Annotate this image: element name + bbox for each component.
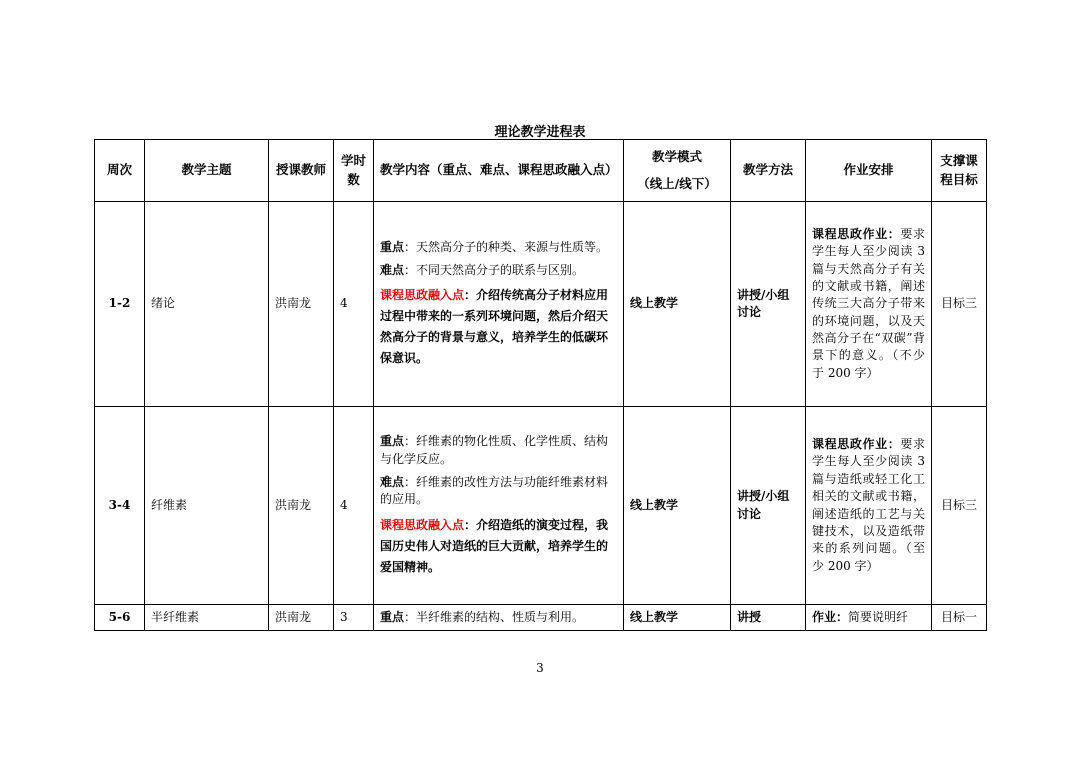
header-mode bbox=[624, 140, 731, 202]
page-number: 3 bbox=[536, 661, 544, 675]
cell-mode: 线上教学 bbox=[624, 202, 731, 407]
cell-content: 重点：半纤维素的结构、性质与利用。 bbox=[374, 605, 624, 631]
cell-hours: 4 bbox=[334, 202, 374, 407]
cell-method: 讲授/小组讨论 bbox=[731, 407, 806, 605]
cell-teacher: 洪南龙 bbox=[269, 605, 334, 631]
cell-mode: 线上教学 bbox=[624, 407, 731, 605]
key-point: 重点：纤维素的物化性质、化学性质、结构与化学反应。 bbox=[380, 434, 609, 466]
header-teacher: 授课教师 bbox=[269, 140, 334, 202]
cell-goal: 目标三 bbox=[932, 407, 987, 605]
cell-week: 1-2 bbox=[95, 202, 145, 407]
cell-hours: 3 bbox=[334, 605, 374, 631]
cell-homework: 课程思政作业：要求学生每人至少阅读 3 篇与造纸或轻工化工相关的文献或书籍，阐述造纸的工艺与关键技术，以及造纸带来的系列问题。（至少 200 字） bbox=[806, 407, 932, 605]
header-mode-line1: 教学模式 bbox=[651, 149, 702, 165]
teaching-schedule-table bbox=[94, 139, 987, 631]
header-method: 教学方法 bbox=[731, 140, 806, 202]
difficult-point: 难点：纤维素的改性方法与功能纤维素材料的应用。 bbox=[380, 475, 609, 507]
difficult-point: 难点：不同天然高分子的联系与区别。 bbox=[380, 263, 585, 277]
header-content: 教学内容（重点、难点、课程思政融入点） bbox=[374, 140, 624, 202]
header-homework: 作业安排 bbox=[806, 140, 932, 202]
cell-week: 5-6 bbox=[95, 605, 145, 631]
key-point: 重点：天然高分子的种类、来源与性质等。 bbox=[380, 239, 609, 254]
header-week: 周次 bbox=[95, 140, 145, 202]
cell-method: 讲授/小组讨论 bbox=[731, 202, 806, 407]
cell-goal: 目标三 bbox=[932, 202, 987, 407]
cell-teacher: 洪南龙 bbox=[269, 202, 334, 407]
header-hours: 学时数 bbox=[334, 140, 374, 202]
cell-hours: 4 bbox=[334, 407, 374, 605]
cell-method: 讲授 bbox=[731, 605, 806, 631]
cell-topic: 绪论 bbox=[145, 202, 269, 407]
header-topic: 教学主题 bbox=[145, 140, 269, 202]
cell-topic: 纤维素 bbox=[145, 407, 269, 605]
header-goal: 支撑课程目标 bbox=[932, 140, 987, 202]
cell-content bbox=[374, 202, 624, 407]
table-row bbox=[95, 202, 987, 407]
cell-mode: 线上教学 bbox=[624, 605, 731, 631]
cell-goal: 目标一 bbox=[932, 605, 987, 631]
table-row bbox=[95, 605, 987, 631]
cell-homework: 课程思政作业：要求学生每人至少阅读 3 篇与天然高分子有关的文献或书籍，阐述传统三大高分子带来的环境问题，以及天然高分子在“双碳”背景下的意义。（不少于 200 字） bbox=[806, 202, 932, 407]
cell-homework: 作业：简要说明纤 bbox=[806, 605, 932, 631]
cell-topic: 半纤维素 bbox=[145, 605, 269, 631]
cell-week: 3-4 bbox=[95, 407, 145, 605]
cell-content bbox=[374, 407, 624, 605]
table-title: 理论教学进程表 bbox=[494, 125, 586, 140]
ideology-point: 课程思政融入点：介绍造纸的演变过程，我国历史伟人对造纸的巨大贡献，培养学生的爱国精神。 bbox=[380, 517, 609, 574]
table-row bbox=[95, 407, 987, 605]
cell-teacher: 洪南龙 bbox=[269, 407, 334, 605]
header-row bbox=[95, 140, 987, 202]
ideology-point: 课程思政融入点：介绍传统高分子材料应用过程中带来的一系列环境问题，然后介绍天然高分子的背景与意义，培养学生的低碳环保意识。 bbox=[380, 288, 609, 366]
header-mode-line2: （线上/线下） bbox=[637, 175, 717, 191]
